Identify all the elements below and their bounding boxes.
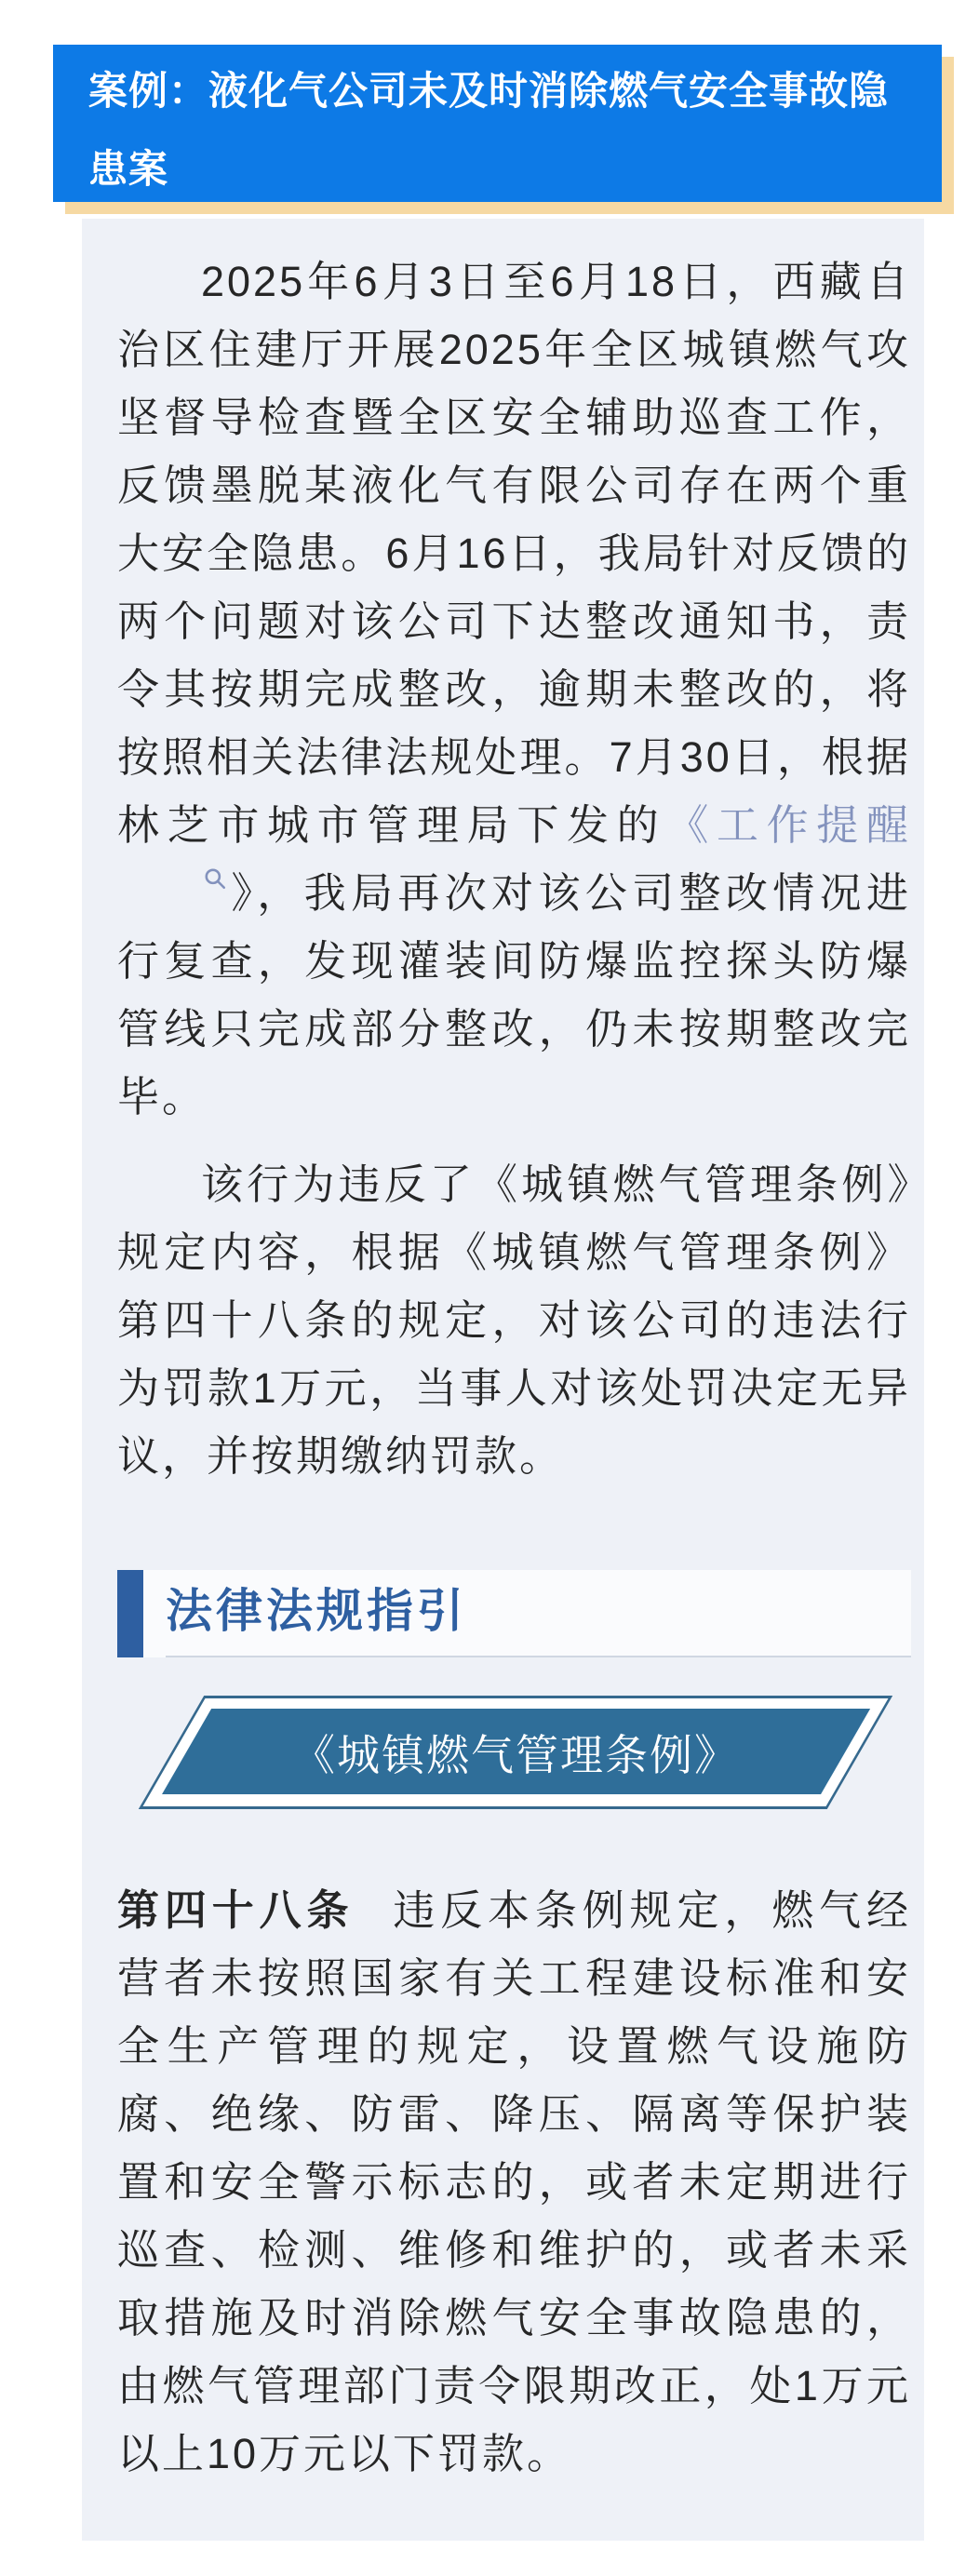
header-divider (166, 1656, 911, 1657)
law-article-paragraph (117, 1876, 911, 2488)
work-reminder-link-text[interactable]: 《工作提醒 (666, 801, 911, 849)
regulation-ribbon (117, 1696, 911, 1809)
article-card (82, 219, 924, 2541)
section-header-title: 法律法规指引 (166, 1585, 467, 1637)
header-accent-bar (117, 1570, 143, 1657)
law-article-body: 违反本条例规定，燃气经营者未按照国家有关工程建设标准和安全生产管理的规定，设置燃气设施防腐、绝缘、防雷、降压、隔离等保护装置和安全警示标志的，或者未定期进行巡查、检测、维修和维护的，或者未采取措施及时消除燃气安全事故隐患的，由燃气管理部门责令限期改正，处1万元以上10万元以下罚款。 (117, 1886, 911, 2477)
regulation-ribbon-title: 《城镇燃气管理条例》 (292, 1731, 739, 1779)
paragraph-1-text: 2025年6月3日至6月18日，西藏自治区住建厅开展2025年全区城镇燃气攻坚督导检查暨全区安全辅助巡查工作，反馈墨脱某液化气有限公司存在两个重大安全隐患。6月16日，我局针对反馈的两个问题对该公司下达整改通知书，责令其按期完成整改，逾期未整改的，将按照相关法律法规处理。7月30日，根据林芝市城市管理局下发的 (117, 258, 911, 849)
law-article-number: 第四十八条 (117, 1886, 355, 1934)
search-icon (119, 842, 227, 910)
case-title-banner (53, 45, 942, 202)
case-title-text: 案例：液化气公司未及时消除燃气安全事故隐患案 (88, 69, 890, 191)
case-paragraph-1 (117, 248, 911, 1131)
paragraph-1-text-after-link: 》，我局再次对该公司整改情况进行复查，发现灌装间防爆监控探头防爆管线只完成部分整改，仍未按期整改完毕。 (117, 869, 911, 1120)
case-paragraph-2: 该行为违反了《城镇燃气管理条例》规定内容，根据《城镇燃气管理条例》第四十八条的规定，对该公司的违法行为罚款1万元，当事人对该处罚决定无异议，并按期缴纳罚款。 (117, 1161, 911, 1480)
section-header-law-guide (117, 1570, 911, 1657)
